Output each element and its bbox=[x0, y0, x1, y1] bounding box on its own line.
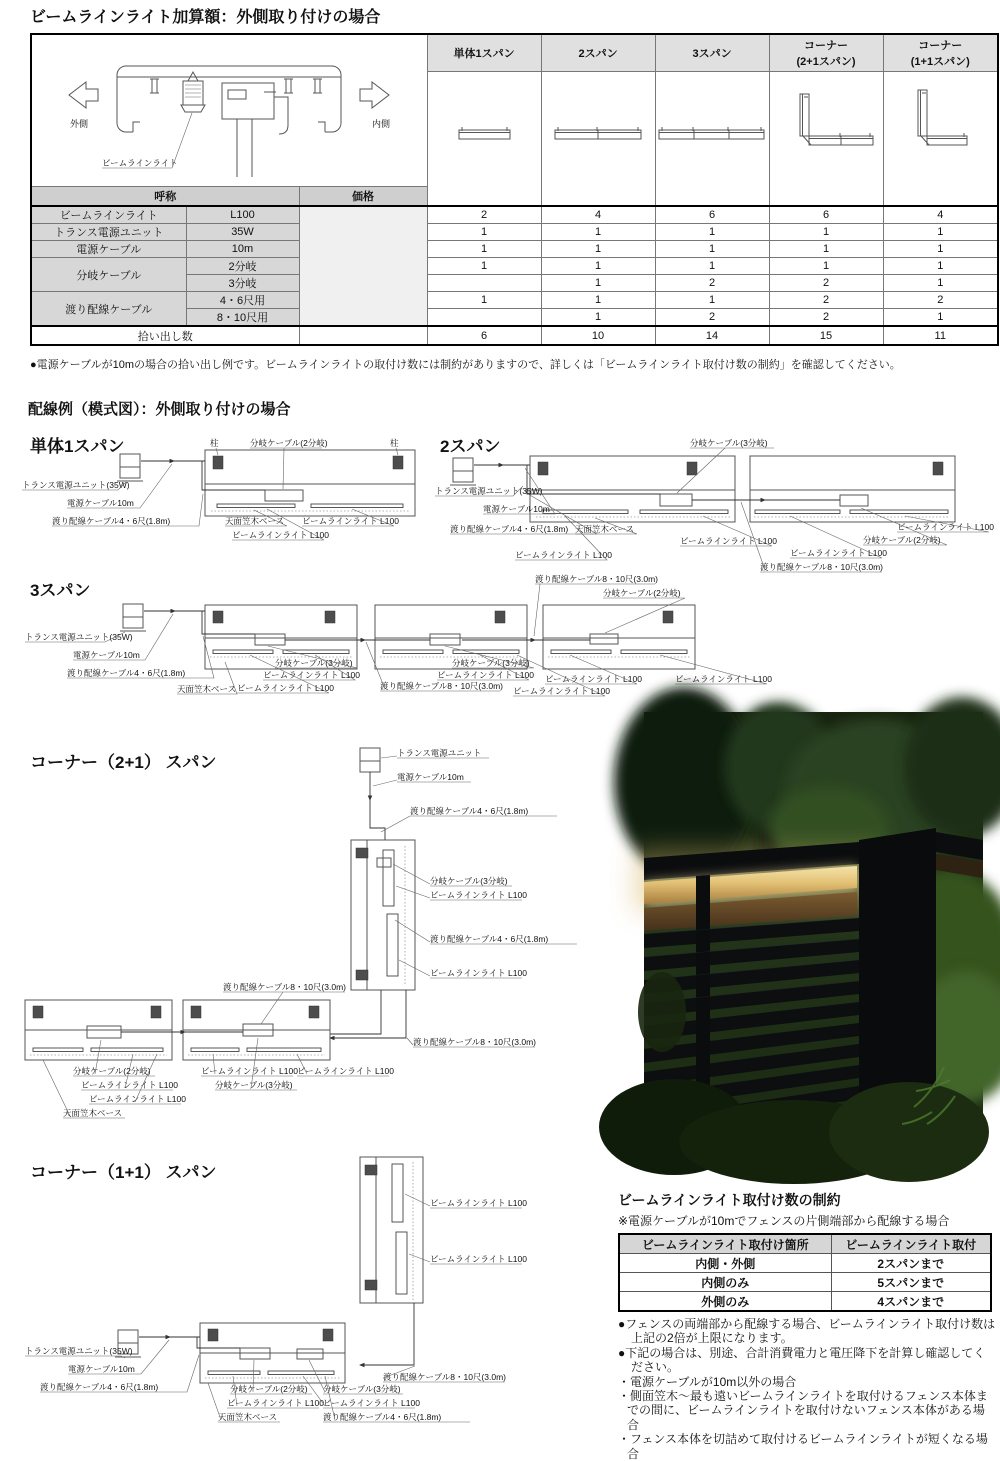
value-cell: 1 bbox=[655, 292, 769, 309]
diagram-label: ビームラインライト L100 bbox=[680, 536, 777, 546]
cross-section-cell bbox=[31, 34, 427, 187]
value-cell: 2 bbox=[655, 309, 769, 327]
value-cell: 6 bbox=[769, 206, 883, 224]
section-title-two-span: 2スパン bbox=[440, 437, 501, 456]
diagram-label: 天面笠木ベース bbox=[177, 684, 237, 694]
value-cell: 1 bbox=[769, 224, 883, 241]
value-cell: 1 bbox=[541, 241, 655, 258]
total-cell: 14 bbox=[655, 326, 769, 345]
bracket-assembly bbox=[222, 83, 288, 177]
value-cell: 1 bbox=[883, 258, 998, 275]
diagram-label: ビームラインライト L100 bbox=[545, 674, 642, 684]
addition-price-table bbox=[30, 33, 999, 346]
page-title: ビームラインライト加算額：外側取り付けの場合 bbox=[30, 9, 381, 26]
constraint-place: 外側のみ bbox=[619, 1292, 831, 1312]
constraint-note-item: ●下記の場合は、別途、合計消費電力と電圧降下を計算し確認してください。 bbox=[618, 1345, 986, 1375]
col-header-corner11: コーナー (1+1スパン) bbox=[883, 34, 998, 72]
constraint-col-limit: ビームラインライト取付 bbox=[831, 1234, 991, 1254]
diagram-label: 分岐ケーブル(2分岐) bbox=[603, 588, 681, 598]
diagram-label: ビームラインライト L100 bbox=[263, 670, 360, 680]
diagram-label: トランス電源ユニット bbox=[397, 748, 482, 758]
diagram-label: ビームラインライト L100 bbox=[232, 530, 329, 540]
price-cell bbox=[299, 206, 427, 326]
price-header: 価格 bbox=[299, 187, 427, 207]
constraint-place: 内側のみ bbox=[619, 1273, 831, 1292]
corner21-icon-cell bbox=[769, 72, 883, 207]
bolt-icons bbox=[150, 79, 322, 93]
diagram-label: 天面笠木ベース bbox=[225, 516, 285, 526]
diagram-label: ビームラインライト L100 bbox=[302, 516, 399, 526]
section-title-single-span: 単体1スパン bbox=[30, 437, 125, 456]
col-header-span3: 3スパン bbox=[655, 34, 769, 72]
value-cell: 2 bbox=[427, 206, 541, 224]
diagram-label: トランス電源ユニット(35W) bbox=[22, 480, 130, 490]
value-cell: 1 bbox=[655, 224, 769, 241]
corner21-icon bbox=[770, 74, 882, 200]
value-cell: 1 bbox=[541, 224, 655, 241]
total-cell: 15 bbox=[769, 326, 883, 345]
corner11-icon bbox=[884, 74, 996, 200]
constraint-section bbox=[618, 1190, 996, 1461]
row-size: 10m bbox=[186, 241, 299, 258]
value-cell: 1 bbox=[769, 241, 883, 258]
value-cell: 6 bbox=[655, 206, 769, 224]
row-name: ビームラインライト bbox=[31, 206, 186, 224]
diagram-label: 分岐ケーブル(3分岐) bbox=[275, 658, 353, 668]
diagram-corner21 bbox=[25, 738, 640, 1136]
diagram-label: 渡り配線ケーブル8・10尺(3.0m) bbox=[760, 562, 883, 572]
diagram-label: 渡り配線ケーブル4・6尺(1.8m) bbox=[40, 1382, 159, 1392]
diagram-label: 渡り配線ケーブル8・10尺(3.0m) bbox=[413, 1037, 536, 1047]
diagram-label: 電源ケーブル10m bbox=[68, 1364, 135, 1374]
value-cell: 1 bbox=[655, 241, 769, 258]
value-cell: 1 bbox=[655, 258, 769, 275]
diagram-label: 渡り配線ケーブル4・6尺(1.8m) bbox=[430, 934, 549, 944]
total-cell: 11 bbox=[883, 326, 998, 345]
diagram-label: ビームラインライト L100 bbox=[81, 1080, 178, 1090]
constraint-notes bbox=[618, 1317, 996, 1461]
outside-arrow-icon bbox=[69, 82, 98, 108]
diagram-label: 天面笠木ベース bbox=[63, 1108, 123, 1118]
diagram-label: ビームラインライト L100 bbox=[237, 683, 334, 693]
diagram-label: トランス電源ユニット(35W) bbox=[25, 632, 133, 642]
diagram-label: ビームラインライト L100 bbox=[675, 674, 772, 684]
diagram-label: 分岐ケーブル(3分岐) bbox=[430, 876, 508, 886]
diagram-label: ビームラインライト L100 bbox=[515, 550, 612, 560]
wiring-section-title: 配線例（模式図）：外側取り付けの場合 bbox=[28, 401, 291, 418]
constraint-place: 内側・外側 bbox=[619, 1254, 831, 1273]
total-cell: 10 bbox=[541, 326, 655, 345]
diagram-label: ビームラインライト L100 bbox=[513, 686, 610, 696]
outside-label: 外側 bbox=[70, 119, 89, 129]
value-cell: 1 bbox=[427, 241, 541, 258]
diagram-label: 分岐ケーブル(2分岐) bbox=[230, 1384, 308, 1394]
diagram-label: 天面笠木ベース bbox=[575, 524, 635, 534]
value-cell: 4 bbox=[883, 206, 998, 224]
cross-section-diagram bbox=[32, 35, 426, 183]
diagram-label: 電源ケーブル10m bbox=[483, 504, 550, 514]
row-size: 8・10尺用 bbox=[186, 309, 299, 327]
table-row bbox=[619, 1273, 991, 1292]
diagram-label: ビームラインライト L100 bbox=[89, 1094, 186, 1104]
constraint-col-place: ビームラインライト取付け箇所 bbox=[619, 1234, 831, 1254]
fence-photo bbox=[644, 712, 983, 1140]
diagram-label: 渡り配線ケーブル8・10尺(3.0m) bbox=[383, 1372, 506, 1382]
diagram-label: 分岐ケーブル(3分岐) bbox=[690, 438, 768, 448]
corner11-icon-cell bbox=[883, 72, 998, 207]
diagram-label: 分岐ケーブル(2分岐) bbox=[73, 1066, 151, 1076]
value-cell: 2 bbox=[769, 292, 883, 309]
diagram-label: ビームラインライト L100 bbox=[437, 670, 534, 680]
value-cell: 1 bbox=[427, 224, 541, 241]
diagram-single-span bbox=[22, 436, 437, 570]
value-cell: 1 bbox=[883, 224, 998, 241]
diagram-label: 分岐ケーブル(2分岐) bbox=[250, 438, 328, 448]
diagram-label: 渡り配線ケーブル4・6尺(1.8m) bbox=[450, 524, 569, 534]
value-cell: 1 bbox=[541, 258, 655, 275]
section-title-corner11: コーナー（1+1） スパン bbox=[30, 1163, 217, 1182]
diagram-label: 天面笠木ベース bbox=[218, 1412, 278, 1422]
diagram-label: 渡り配線ケーブル4・6尺(1.8m) bbox=[67, 668, 186, 678]
diagram-label: ビームラインライト L100 bbox=[201, 1066, 298, 1076]
value-cell: 1 bbox=[883, 241, 998, 258]
diagram-label: トランス電源ユニット(35W) bbox=[25, 1346, 133, 1356]
span1-icon bbox=[428, 74, 540, 200]
diagram-label: 分岐ケーブル(3分岐) bbox=[323, 1384, 401, 1394]
col-header-span2: 2スパン bbox=[541, 34, 655, 72]
value-cell: 1 bbox=[769, 258, 883, 275]
constraint-title: ビームラインライト取付け数の制約 bbox=[618, 1192, 841, 1208]
value-cell: 1 bbox=[883, 309, 998, 327]
table-note: ●電源ケーブルが10mの場合の拾い出し例です。ビームラインライトの取付け数には制約がありますので、詳しくは「ビームラインライト取付け数の制約」を確認してください。 bbox=[30, 359, 901, 371]
constraint-note-item: ・フェンス本体を切詰めて取付けるビームラインライトが短くなる場合 bbox=[618, 1432, 988, 1461]
diagram-label: 渡り配線ケーブル4・6尺(1.8m) bbox=[323, 1412, 442, 1422]
constraint-subnote: ※電源ケーブルが10mでフェンスの片側端部から配線する場合 bbox=[618, 1214, 950, 1228]
diagram-label: ビームラインライト L100 bbox=[430, 890, 527, 900]
diagram-label: ビームラインライト L100 bbox=[323, 1398, 420, 1408]
diagram-label: 分岐ケーブル(2分岐) bbox=[863, 535, 941, 545]
value-cell: 1 bbox=[541, 275, 655, 292]
diagram-label: 電源ケーブル10m bbox=[397, 772, 464, 782]
value-cell: 1 bbox=[427, 258, 541, 275]
col-header-span1: 単体1スパン bbox=[427, 34, 541, 72]
constraint-limit: 4スパンまで bbox=[831, 1292, 991, 1312]
diagram-label: 渡り配線ケーブル4・6尺(1.8m) bbox=[52, 516, 171, 526]
diagram-label: ビームラインライト L100 bbox=[430, 1198, 527, 1208]
diagram-three-span bbox=[25, 570, 995, 720]
diagram-label: トランス電源ユニット(35W) bbox=[435, 486, 543, 496]
value-cell: 1 bbox=[883, 275, 998, 292]
table-row bbox=[619, 1254, 991, 1273]
diagram-two-span bbox=[435, 436, 995, 580]
diagram-label: 分岐ケーブル(3分岐) bbox=[215, 1080, 293, 1090]
row-name: 電源ケーブル bbox=[31, 241, 186, 258]
table-row bbox=[619, 1292, 991, 1312]
section-title-three-span: 3スパン bbox=[30, 581, 91, 600]
col-header-corner21: コーナー (2+1スパン) bbox=[769, 34, 883, 72]
constraint-limit: 2スパンまで bbox=[831, 1254, 991, 1273]
diagram-label: 渡り配線ケーブル4・6尺(1.8m) bbox=[410, 806, 529, 816]
span2-icon-cell bbox=[541, 72, 655, 207]
row-size: L100 bbox=[186, 206, 299, 224]
diagram-label: ビームラインライト L100 bbox=[430, 968, 527, 978]
diagram-label: ビームラインライト L100 bbox=[430, 1254, 527, 1264]
value-cell: 2 bbox=[769, 275, 883, 292]
diagram-label: 分岐ケーブル(3分岐) bbox=[452, 658, 530, 668]
constraint-table bbox=[618, 1233, 992, 1312]
span3-icon bbox=[656, 74, 768, 200]
row-size: 4・6尺用 bbox=[186, 292, 299, 309]
diagram-label: ビームラインライト bbox=[102, 158, 178, 168]
value-cell: 2 bbox=[883, 292, 998, 309]
value-cell: 1 bbox=[541, 292, 655, 309]
value-cell bbox=[427, 275, 541, 292]
row-name: 分岐ケーブル bbox=[31, 258, 186, 292]
total-cell: 6 bbox=[427, 326, 541, 345]
value-cell: 1 bbox=[541, 309, 655, 327]
span2-icon bbox=[542, 74, 654, 200]
diagram-label: 電源ケーブル10m bbox=[73, 650, 140, 660]
row-size: 2分岐 bbox=[186, 258, 299, 275]
constraint-note-item: ●フェンスの両端部から配線する場合、ビームラインライト取付け数は上記の2倍が上限になります。 bbox=[618, 1317, 996, 1346]
row-name: トランス電源ユニット bbox=[31, 224, 186, 241]
diagram-label: 電源ケーブル10m bbox=[67, 498, 134, 508]
value-cell: 1 bbox=[427, 292, 541, 309]
section-title-corner21: コーナー（2+1） スパン bbox=[30, 753, 217, 772]
diagram-label: 柱 bbox=[210, 438, 219, 448]
total-price-cell bbox=[299, 326, 427, 345]
diagram-label: 渡り配線ケーブル8・10尺(3.0m) bbox=[535, 574, 658, 584]
value-cell: 2 bbox=[655, 275, 769, 292]
diagram-label: 渡り配線ケーブル8・10尺(3.0m) bbox=[223, 982, 346, 992]
value-cell bbox=[427, 309, 541, 327]
diagram-label: ビームラインライト L100 bbox=[790, 548, 887, 558]
beam-line-light-fixture bbox=[181, 72, 205, 112]
constraint-note-item: ・電源ケーブルが10m以外の場合 bbox=[618, 1374, 797, 1389]
row-name: 渡り配線ケーブル bbox=[31, 292, 186, 327]
diagram-label: ビームラインライト L100 bbox=[897, 522, 994, 532]
diagram-label: ビームラインライト L100 bbox=[227, 1398, 324, 1408]
diagram-label: ビームラインライト L100 bbox=[297, 1066, 394, 1076]
span1-icon-cell bbox=[427, 72, 541, 207]
span3-icon-cell bbox=[655, 72, 769, 207]
constraint-limit: 5スパンまで bbox=[831, 1273, 991, 1292]
inside-label: 内側 bbox=[372, 119, 391, 129]
name-header: 呼称 bbox=[31, 187, 299, 207]
value-cell: 4 bbox=[541, 206, 655, 224]
diagram-label: 渡り配線ケーブル8・10尺(3.0m) bbox=[380, 681, 503, 691]
row-size: 35W bbox=[186, 224, 299, 241]
inside-arrow-icon bbox=[360, 82, 389, 108]
constraint-note-item: ・側面笠木～最も遠いビームラインライトを取付けるフェンス本体までの間に、ビームラインライトを取付けないフェンス本体がある場合 bbox=[618, 1388, 988, 1432]
diagram-corner11 bbox=[25, 1150, 640, 1434]
value-cell: 2 bbox=[769, 309, 883, 327]
diagram-label: 柱 bbox=[390, 438, 399, 448]
total-label: 拾い出し数 bbox=[31, 326, 299, 345]
row-size: 3分岐 bbox=[186, 275, 299, 292]
